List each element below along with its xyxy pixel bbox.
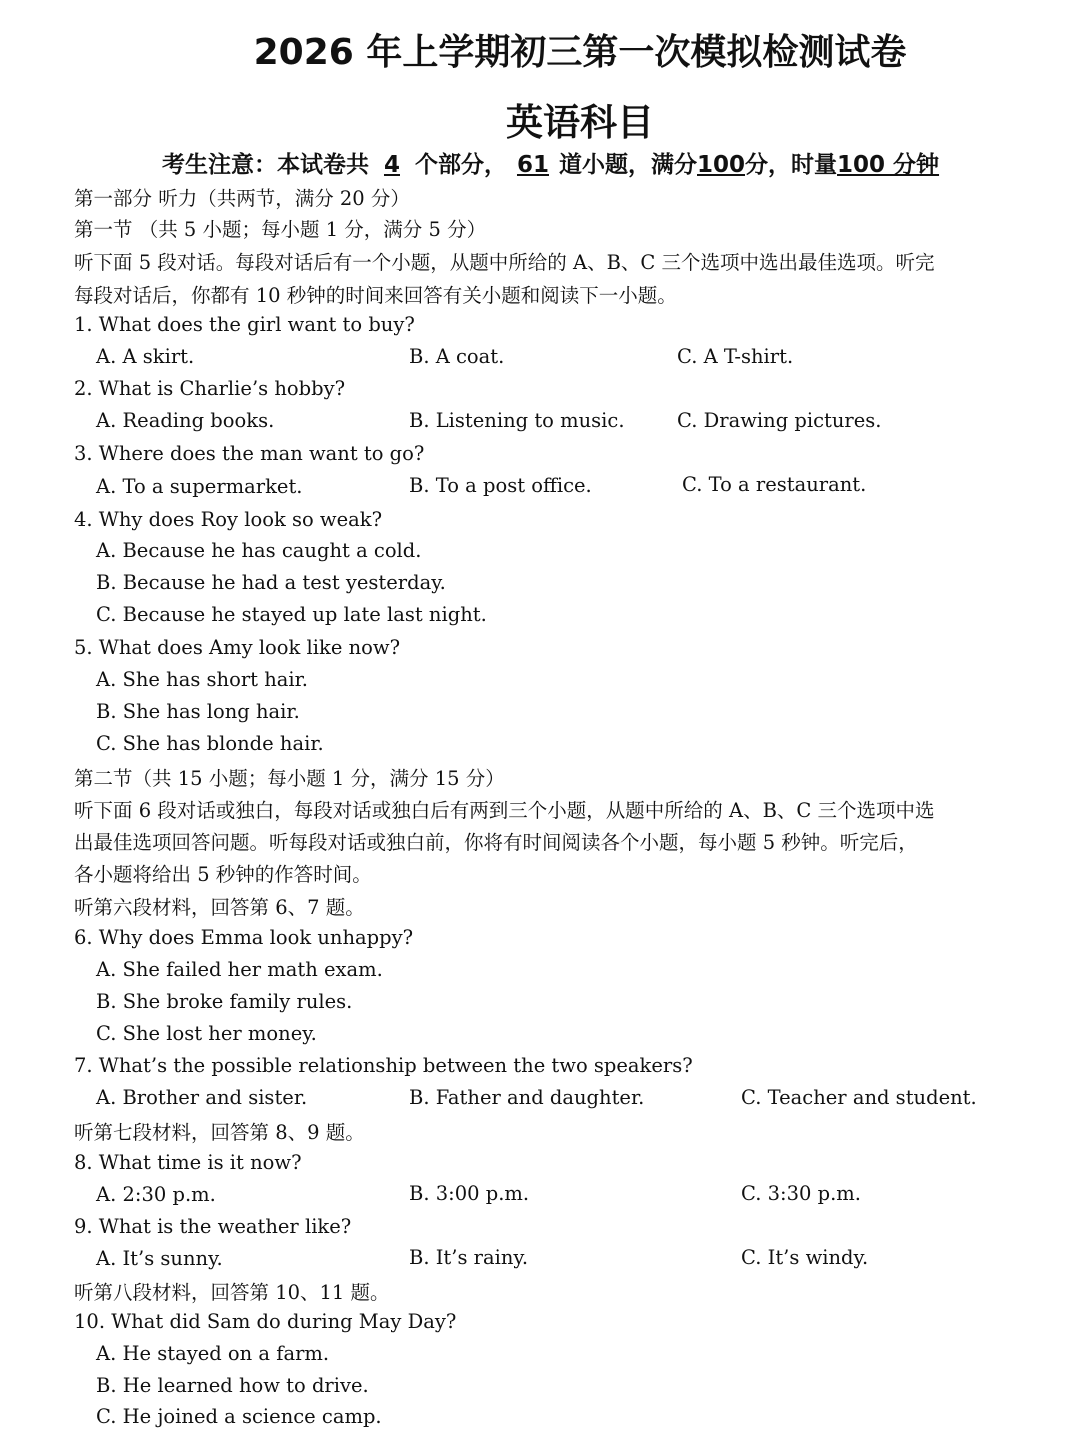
notice-mid2: 道小题，满分 [559,152,697,178]
exam-title: 2026 年上学期初三第一次模拟检测试卷 [253,32,907,73]
question-stem: 4. Why does Roy look so weak? [74,508,383,531]
section2-instructions: 各小题将给出 5 秒钟的作答时间。 [74,863,372,886]
question-stem: 1. What does the girl want to buy? [74,313,415,336]
option-c: C. A T-shirt. [677,345,794,368]
section2-instructions: 听下面 6 段对话或独白，每段对话或独白后有两到三个小题，从题中所给的 A、B、C 三个选项中选 [74,799,935,822]
option-b: B. Listening to music. [409,409,625,432]
option-a: A. Because he has caught a cold. [96,539,422,562]
option-a: A. He stayed on a farm. [96,1342,330,1365]
option-c: C. Because he stayed up late last night. [96,603,487,626]
question-stem: 5. What does Amy look like now? [74,636,401,659]
option-b: B. It’s rainy. [409,1246,529,1269]
option-c: C. Teacher and student. [741,1086,977,1109]
option-a: A. 2:30 p.m. [96,1183,216,1206]
question-stem: 8. What time is it now? [74,1151,302,1174]
full-score: 100 [697,152,746,178]
question-stem: 6. Why does Emma look unhappy? [74,926,414,949]
section2-instructions: 出最佳选项回答问题。听每段对话或独白前，你将有时间阅读各个小题，每小题 5 秒钟。听完后， [74,831,918,854]
time-limit: 100 分钟 [837,152,940,178]
option-c: C. He joined a science camp. [96,1405,382,1428]
option-a: A. A skirt. [96,345,195,368]
part1-heading: 第一部分 听力（共两节，满分 20 分） [74,187,410,210]
question-stem: 3. Where does the man want to go? [74,442,425,465]
notice-mid3: 分，时量 [745,152,838,178]
question-count: 61 [516,152,549,178]
option-c: C. It’s windy. [741,1246,869,1269]
material-heading: 听第七段材料，回答第 8、9 题。 [74,1121,365,1144]
notice-prefix: 考生注意：本试卷共 [162,152,369,178]
question-stem: 7. What’s the possible relationship between the two speakers? [74,1054,693,1077]
option-b: B. He learned how to drive. [96,1374,369,1397]
option-c: C. Drawing pictures. [677,409,882,432]
option-b: B. To a post office. [409,474,592,497]
candidate-notice [162,146,939,179]
question-stem: 2. What is Charlie’s hobby? [74,377,346,400]
subject-title: 英语科目 [506,101,654,144]
option-c: C. 3:30 p.m. [741,1182,861,1205]
option-b: B. 3:00 p.m. [409,1182,530,1205]
section1-heading: 第一节 （共 5 小题；每小题 1 分，满分 5 分） [74,218,487,241]
option-a: A. Reading books. [96,409,275,432]
question-stem: 9. What is the weather like? [74,1215,352,1238]
section1-instructions: 每段对话后，你都有 10 秒钟的时间来回答有关小题和阅读下一小题。 [74,284,677,307]
option-a: A. She has short hair. [96,668,308,691]
question-stem: 10. What did Sam do during May Day? [74,1310,457,1333]
option-b: B. Father and daughter. [409,1086,645,1109]
option-c: C. She lost her money. [96,1022,317,1045]
notice-mid1: 个部分， [415,152,507,178]
option-b: B. Because he had a test yesterday. [96,571,446,594]
material-heading: 听第六段材料，回答第 6、7 题。 [74,896,365,919]
parts-count: 4 [383,152,400,178]
section2-heading: 第二节（共 15 小题；每小题 1 分，满分 15 分） [74,767,505,790]
section1-instructions: 听下面 5 段对话。每段对话后有一个小题，从题中所给的 A、B、C 三个选项中选出最佳选项。听完 [74,251,935,274]
option-b: B. A coat. [409,345,505,368]
option-a: A. To a supermarket. [96,475,303,498]
option-a: A. It’s sunny. [96,1247,223,1270]
option-c: C. She has blonde hair. [96,732,324,755]
option-a: A. Brother and sister. [96,1086,308,1109]
option-c: C. To a restaurant. [682,473,867,496]
option-b: B. She broke family rules. [96,990,353,1013]
option-b: B. She has long hair. [96,700,300,723]
option-a: A. She failed her math exam. [96,958,383,981]
material-heading: 听第八段材料，回答第 10、11 题。 [74,1281,390,1304]
